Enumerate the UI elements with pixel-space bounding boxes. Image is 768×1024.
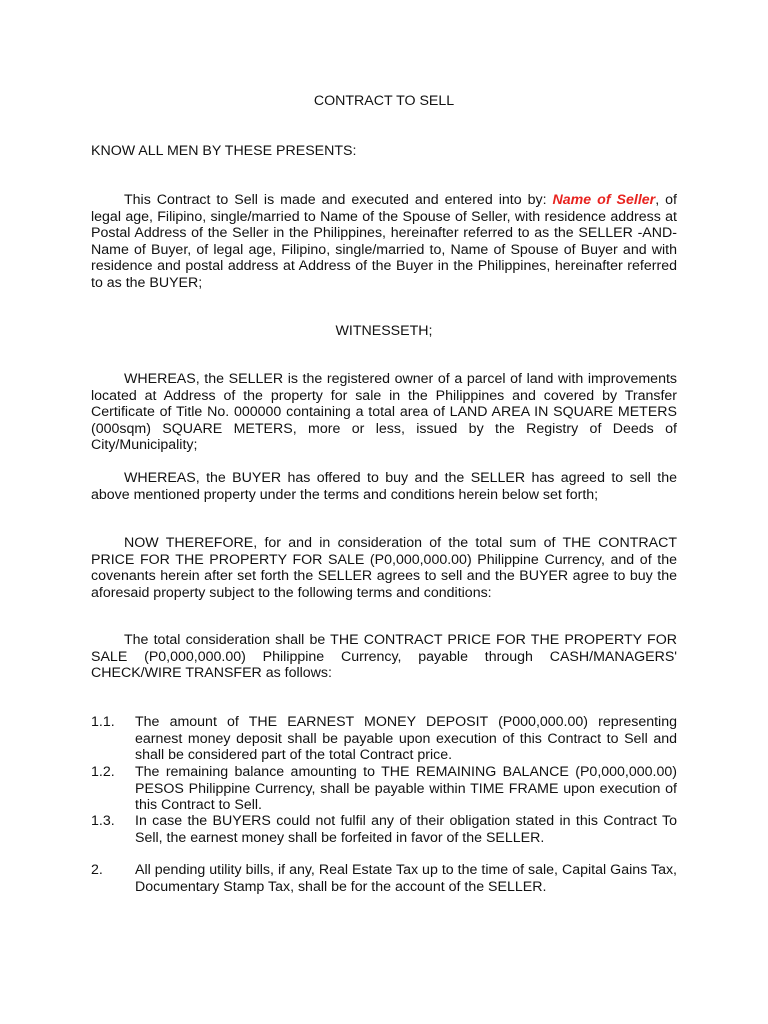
parties-text-after: , of legal age, Filipino, single/married to Name of the Spouse of Seller, with residence address at Postal Address of the Seller in the Philippines, hereinafter referred to as the SELLER -AND- Name of Buyer, of legal age, Filipino, single/married to, Name of Spouse of Buyer and with residence and postal address at Address of the Buyer in the Philippines, hereinafter referred to as the BUYER;	[91, 192, 677, 291]
whereas-owner-paragraph: WHEREAS, the SELLER is the registered owner of a parcel of land with improvements located at Address of the property for sale in the Philippines and covered by Transfer Certificate of Title No. 000000 containing a total area of LAND AREA IN SQUARE METERS (000sqm) SQUARE METERS, more or less, issued by the Registry of Deeds of City/Municipality;	[91, 371, 677, 454]
list-item-number: 2.	[91, 862, 103, 878]
list-item-text: The remaining balance amounting to THE REMAINING BALANCE (P0,000,000.00) PESOS Philippine Currency, shall be payable within TIME FRAME upon execution of this Contract to Sell.	[135, 764, 677, 814]
list-item-text: The amount of THE EARNEST MONEY DEPOSIT (P000,000.00) representing earnest money deposit shall be payable upon execution of this Contract to Sell and shall be considered part of the total Contract price.	[135, 714, 677, 764]
whereas-offer-paragraph: WHEREAS, the BUYER has offered to buy and the SELLER has agreed to sell the above mentioned property under the terms and conditions herein below set forth;	[91, 470, 677, 503]
document-title: CONTRACT TO SELL	[313, 93, 455, 109]
list-item	[91, 764, 677, 814]
witnesseth-heading: WITNESSETH;	[335, 323, 433, 339]
parties-text-before: This Contract to Sell is made and executed and entered into by:	[124, 192, 553, 208]
preamble-heading: KNOW ALL MEN BY THESE PRESENTS:	[91, 143, 357, 159]
parties-paragraph	[91, 192, 677, 292]
consideration-paragraph: The total consideration shall be THE CONTRACT PRICE FOR THE PROPERTY FOR SALE (P0,000,000.00) Philippine Currency, payable through CASH/MANAGERS' CHECK/WIRE TRANSFER as follows:	[91, 632, 677, 682]
seller-name-field: Name of Seller	[552, 192, 656, 208]
list-item	[91, 862, 677, 895]
list-item	[91, 813, 677, 846]
list-item-number: 1.2.	[91, 764, 115, 780]
now-therefore-paragraph: NOW THEREFORE, for and in consideration of the total sum of THE CONTRACT PRICE FOR THE PROPERTY FOR SALE (P0,000,000.00) Philippine Currency, and of the covenants herein after set forth the SELLER agrees to sell and the BUYER agree to buy the aforesaid property subject to the following terms and conditions:	[91, 535, 677, 601]
list-item-text: All pending utility bills, if any, Real Estate Tax up to the time of sale, Capital Gains Tax, Documentary Stamp Tax, shall be for the account of the SELLER.	[135, 862, 677, 895]
list-item-text: In case the BUYERS could not fulfil any of their obligation stated in this Contract To Sell, the earnest money shall be forfeited in favor of the SELLER.	[135, 813, 677, 846]
list-item	[91, 714, 677, 764]
list-item-number: 1.3.	[91, 813, 115, 829]
list-item-number: 1.1.	[91, 714, 115, 730]
